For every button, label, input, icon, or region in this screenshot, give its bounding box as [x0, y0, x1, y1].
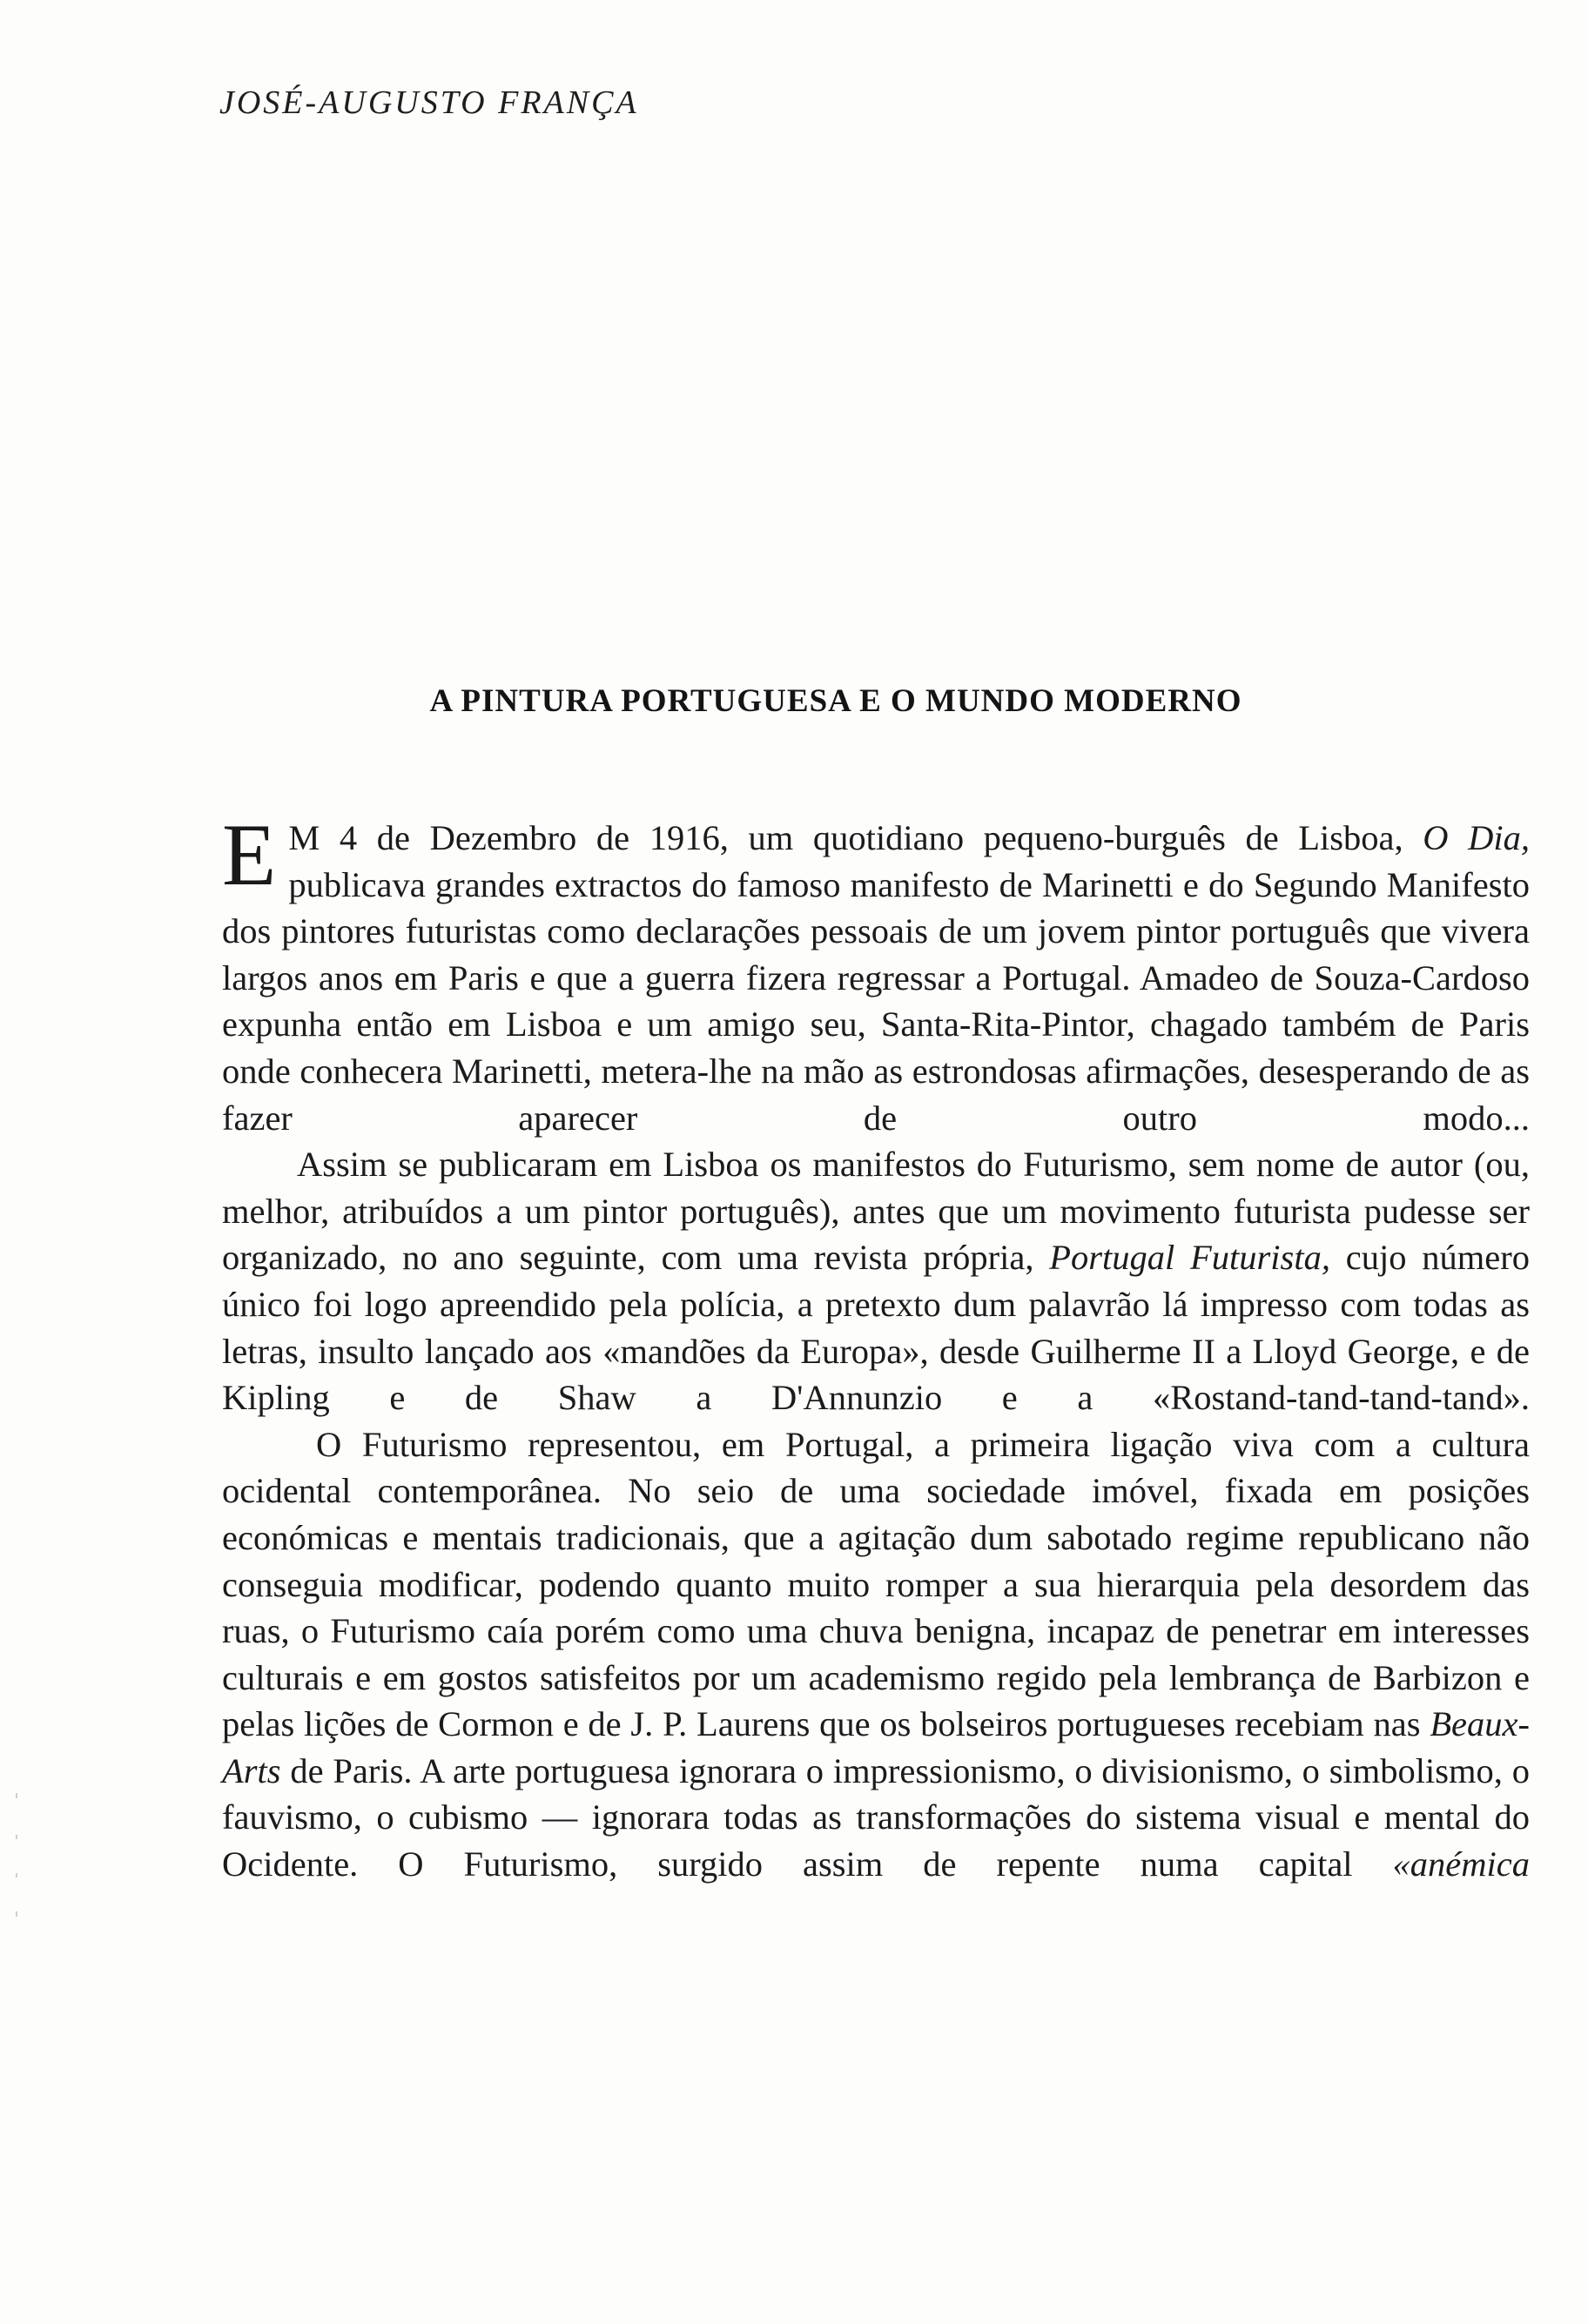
margin-scan-mark — [16, 1793, 17, 1798]
article-title: A PINTURA PORTUGUESA E O MUNDO MODERNO — [429, 683, 1242, 719]
article-body — [222, 806, 1530, 1888]
margin-scan-mark — [16, 1835, 17, 1839]
newspaper-title-o-dia: O Dia, — [1423, 818, 1530, 857]
paragraph-3-text-a: O Futurismo representou, em Portugal, a primeira ligação viva com a cultura ocidental contemporânea. No seio de uma sociedade imóvel, fixada em posições económicas e mentais tradicionais, que a agitação dum sabotado regime republicano não conseguia modificar, podendo quanto muito romper a sua hierarquia pela desordem das ruas, o Futurismo caía porém como uma chuva benigna, incapaz de penetrar em interesses culturais e em gostos satisfeitos por um academismo regido pela lembrança de Barbizon e pelas lições de Cormon e de J. P. Laurens que os bolseiros portugueses recebiam nas — [222, 1424, 1530, 1744]
paragraph-2-text-a: Assim se publicaram em Lisboa os manifestos do Futurismo, sem nome de autor (ou, melhor, atribuídos a um pintor português), antes que um movimento futurista pudesse ser organizado, no ano seguinte, com uma revista própria, — [222, 1145, 1530, 1278]
paragraph-3 — [222, 1421, 1530, 1888]
paragraph-1 — [222, 806, 1530, 1141]
magazine-title-portugal-futurista: Portugal Futurista, — [1049, 1238, 1330, 1278]
paragraph-2 — [222, 1141, 1530, 1421]
margin-scan-mark — [16, 1873, 17, 1877]
paragraph-1-text-b: publicava grandes extractos do famoso manifesto de Marinetti e do Segundo Manifesto dos pintores futuristas como declarações pessoais de um jovem pintor português que vivera largos anos em Paris e que a guerra fizera regressar a Portugal. Amadeo de Souza-Cardoso expunha então em Lisboa e um amigo seu, Santa-Rita-Pintor, chagado também de Paris onde conhecera Marinetti, metera-lhe na mão as estrondosas afirmações, desesperando de as fazer aparecer de outro modo... — [222, 864, 1530, 1138]
quoted-word-anemica: «anémica — [1392, 1844, 1530, 1884]
paragraph-2-text-b: cujo número único foi logo apreendido pela polícia, a pretexto dum palavrão lá impresso com todas as letras, insulto lançado aos «mandões da Europa», desde Guilherme II a Lloyd George, e de Kipling e de Shaw a D'Annunzio e a «Rostand-tand-tand-tand». — [222, 1238, 1530, 1418]
running-header-author: JOSÉ-AUGUSTO FRANÇA — [219, 84, 639, 121]
margin-scan-mark — [16, 1911, 17, 1917]
paragraph-1-text-a: M 4 de Dezembro de 1916, um quotidiano pequeno-burguês de Lisboa, — [288, 818, 1423, 857]
drop-cap: E — [222, 806, 277, 904]
paragraph-3-text-b: de Paris. A arte portuguesa ignorara o impressionismo, o divisionismo, o simbolismo, o fauvismo, o cubismo — ignorara todas as transformações do sistema visual e mental do Ocidente. O Futurismo, surgido assim de repente numa capital — [222, 1750, 1530, 1884]
school-name-beaux-arts: Beaux-Arts — [222, 1704, 1530, 1790]
